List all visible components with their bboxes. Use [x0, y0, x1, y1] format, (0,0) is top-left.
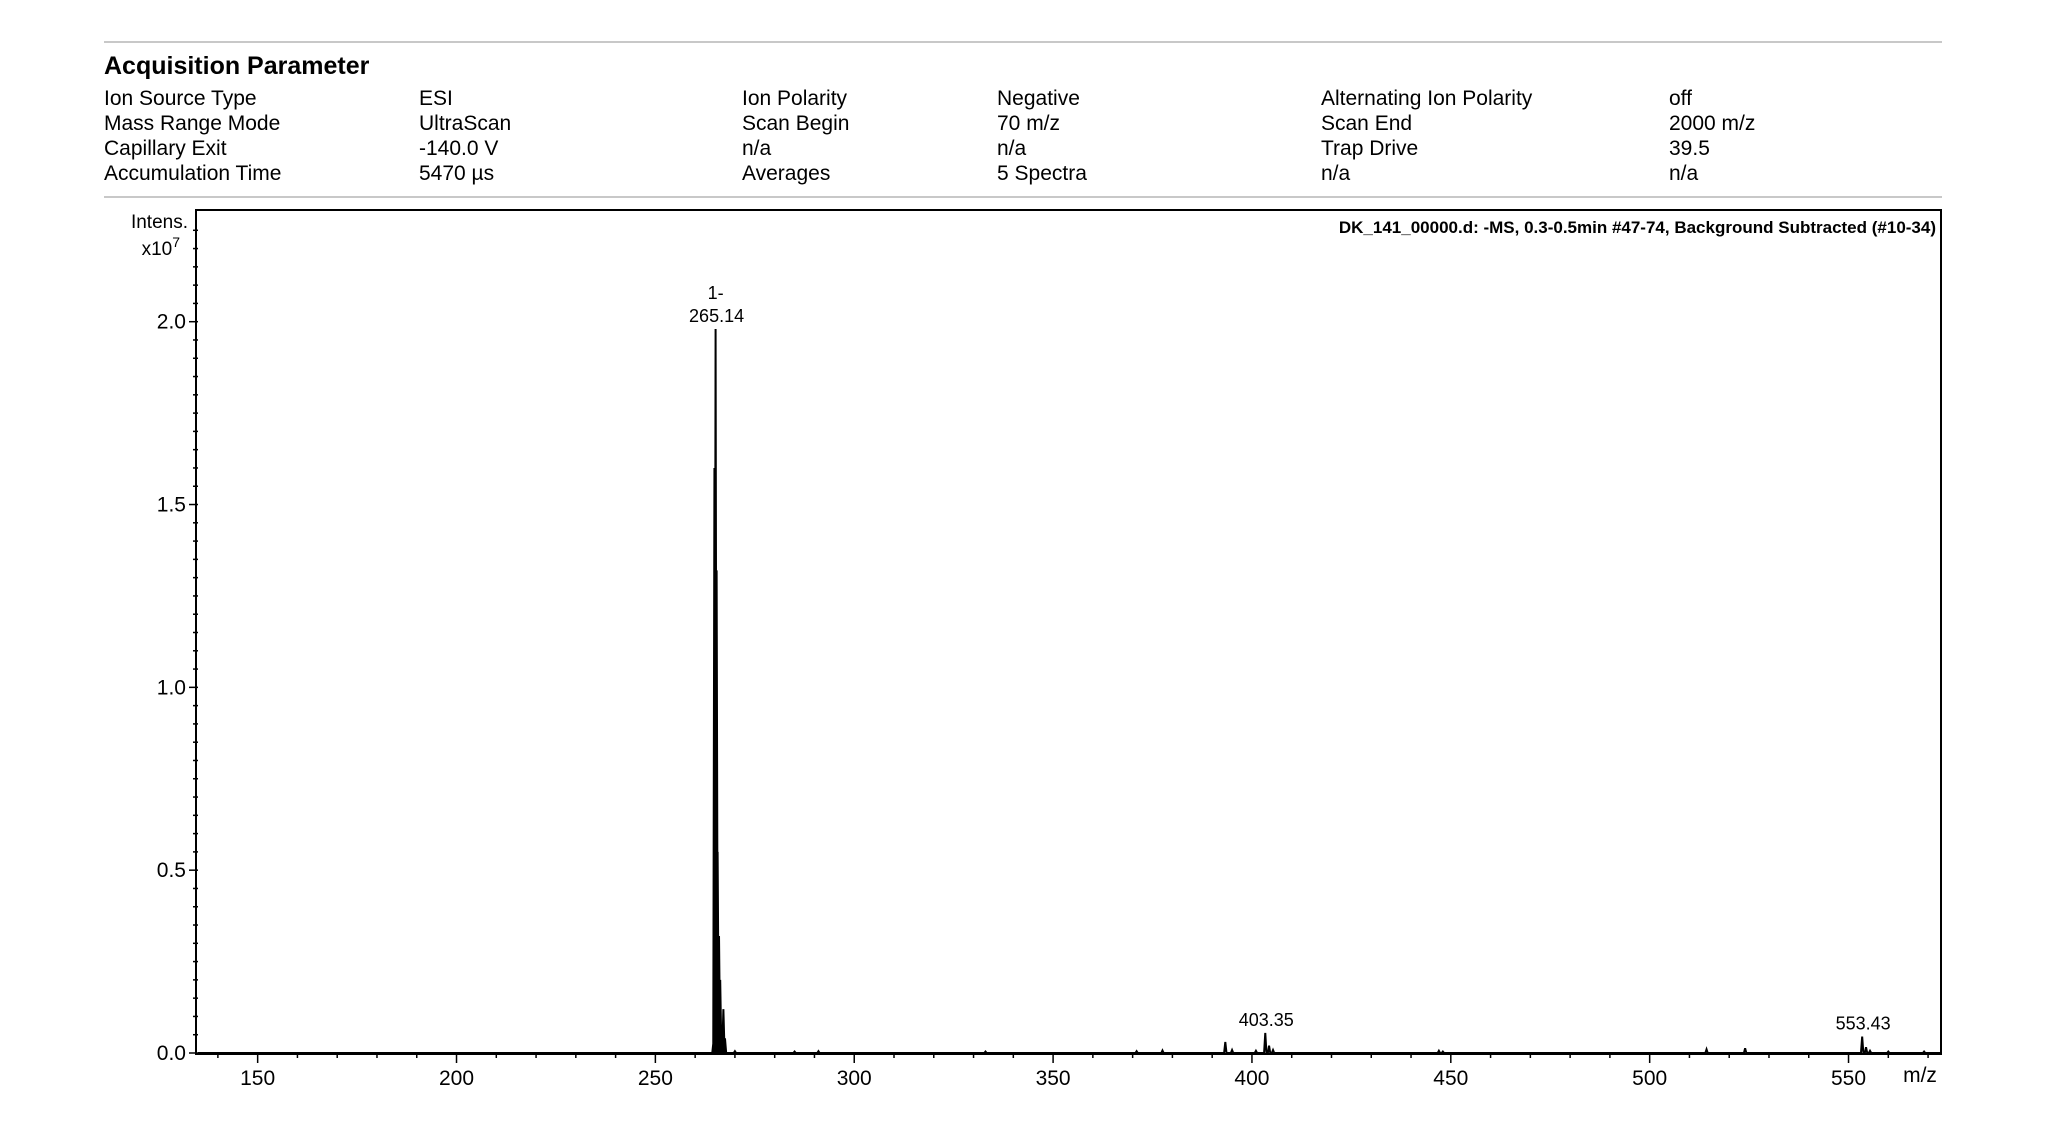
chart-title: DK_141_00000.d: -MS, 0.3-0.5min #47-74, Background Subtracted (#10-34): [1338, 218, 1936, 237]
parameter-value: 5470 µs: [419, 162, 495, 185]
x-tick-label: 300: [836, 1067, 872, 1090]
y-tick-label: 2.0: [156, 310, 186, 334]
peak-label: 553.43: [1835, 1013, 1891, 1034]
x-tick-label: 500: [1632, 1067, 1668, 1090]
parameter-name: Scan End: [1321, 112, 1413, 135]
peak-label: 265.14: [689, 306, 745, 327]
y-axis-label: Intens.: [130, 212, 188, 233]
parameter-row: [104, 86, 1904, 111]
y-axis-unit: [142, 234, 181, 260]
parameter-name: Ion Source Type: [104, 87, 257, 110]
y-axis-unit-base: x10: [141, 239, 173, 260]
parameter-name: Averages: [742, 162, 831, 185]
parameter-name: Alternating Ion Polarity: [1321, 87, 1533, 110]
parameter-row: [104, 111, 1904, 136]
parameter-name: Capillary Exit: [104, 137, 227, 160]
parameter-value: 70 m/z: [997, 112, 1061, 135]
x-tick-label: 400: [1234, 1067, 1270, 1090]
acquisition-parameter-table: [104, 86, 1904, 186]
y-tick-label: 1.0: [156, 676, 186, 700]
x-tick-label: 450: [1433, 1067, 1469, 1090]
top-divider: [104, 41, 1942, 43]
parameter-value: 5 Spectra: [997, 162, 1087, 185]
parameter-value: ESI: [419, 87, 453, 110]
axis-labels: [157, 283, 1891, 1090]
parameter-value: n/a: [1669, 162, 1699, 185]
parameter-name: Mass Range Mode: [104, 112, 281, 135]
y-tick-label: 0.5: [156, 859, 186, 883]
x-axis-label: m/z: [1903, 1064, 1937, 1087]
parameter-row: [104, 136, 1904, 161]
parameter-name: Trap Drive: [1321, 137, 1419, 160]
spectrum-trace: [198, 329, 1940, 1053]
acquisition-title: Acquisition Parameter: [104, 52, 370, 80]
parameter-value: 39.5: [1669, 137, 1710, 160]
parameter-value: 2000 m/z: [1669, 112, 1756, 135]
axis-ticks: [189, 230, 1928, 1063]
parameter-name: n/a: [1321, 162, 1351, 185]
spectrum-line: [198, 329, 1940, 1053]
x-tick-label: 350: [1035, 1067, 1071, 1090]
mass-spectrum-chart: [0, 200, 2067, 1132]
y-tick-label: 1.5: [156, 493, 186, 517]
y-tick-label: 0.0: [156, 1042, 186, 1065]
parameter-name: Scan Begin: [742, 112, 850, 135]
parameter-value: n/a: [997, 137, 1027, 160]
mid-divider: [104, 196, 1942, 198]
parameter-name: Ion Polarity: [742, 87, 848, 110]
peak-label: 403.35: [1238, 1009, 1294, 1030]
parameter-value: UltraScan: [419, 112, 512, 135]
x-tick-label: 250: [637, 1067, 673, 1090]
peak-charge-label: 1-: [707, 283, 724, 304]
parameter-row: [104, 161, 1904, 186]
x-tick-label: 200: [438, 1067, 475, 1090]
parameter-value: Negative: [997, 87, 1080, 110]
parameter-value: -140.0 V: [419, 137, 499, 160]
x-tick-label: 550: [1831, 1067, 1867, 1090]
y-axis-unit-exponent: 7: [172, 234, 180, 250]
plot-frame: [196, 210, 1941, 1054]
parameter-value: off: [1669, 87, 1692, 110]
parameter-name: Accumulation Time: [104, 162, 282, 185]
x-tick-label: 150: [240, 1067, 276, 1090]
parameter-name: n/a: [742, 137, 772, 160]
